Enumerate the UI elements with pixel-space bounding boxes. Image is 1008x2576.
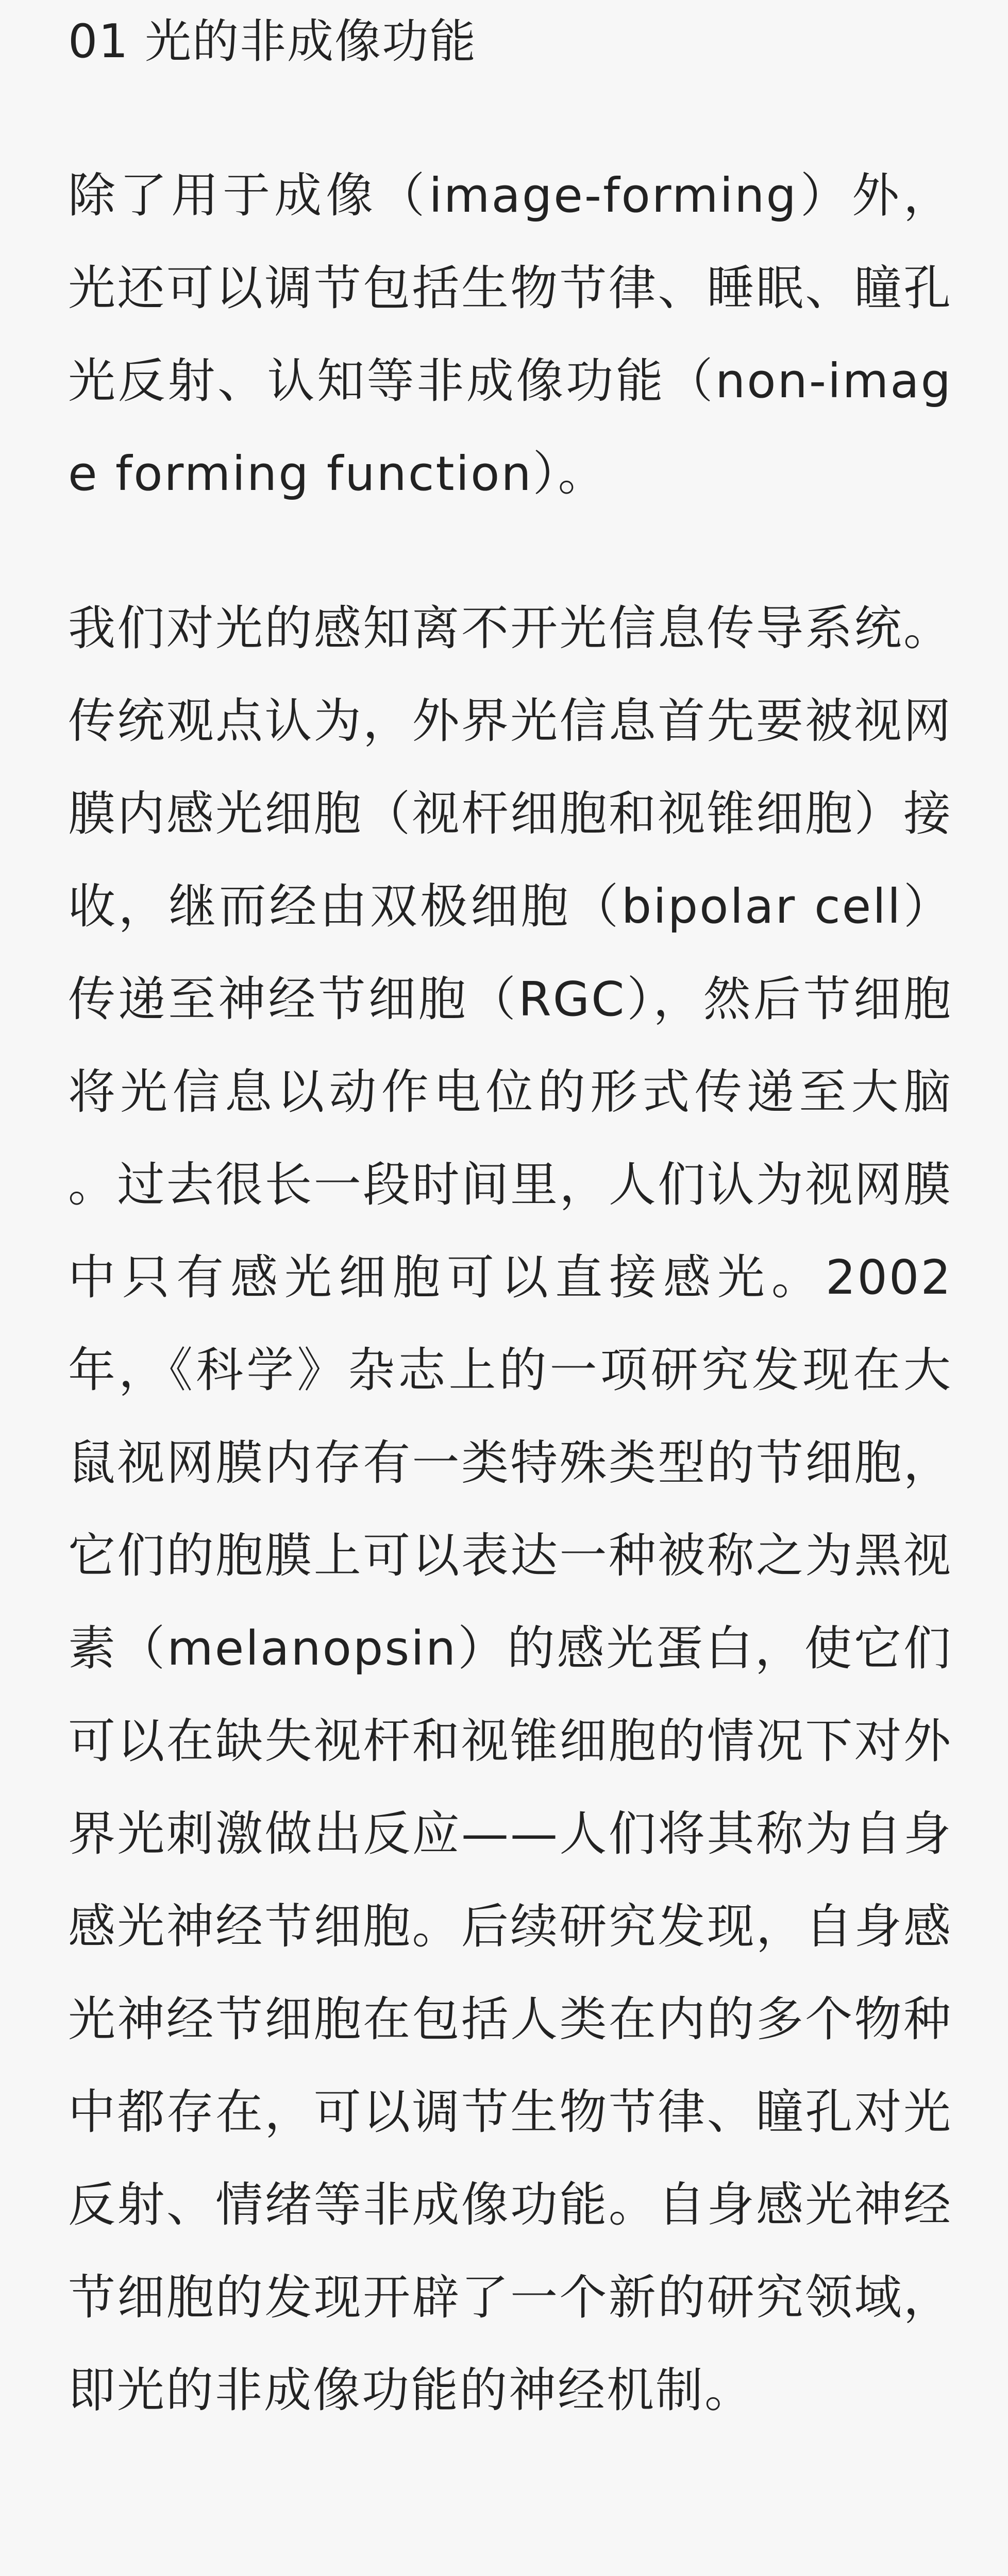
- paragraph-2: 我们对光的感知离不开光信息传导系统。传统观点认为，外界光信息首先要被视网膜内感光细胞（视杆细胞和视锥细胞）接收，继而经由双极细胞（bipolar cell）传递至神经节细胞（RGC），然后节细胞将光信息以动作电位的形式传递至大脑 。过去很长一段时间里，人们认为视网膜中只有感光细胞可以直接感光。2002年，《科学》杂志上的一项研究发现在大鼠视网膜内存有一类特殊类型的节细胞，它们的胞膜上可以表达一种被称之为黑视素（melanopsin）的感光蛋白，使它们可以在缺失视杆和视锥细胞的情况下对外界光刺激做出反应——人们将其称为自身感光神经节细胞。后续研究发现，自身感光神经节细胞在包括人类在内的多个物种中都存在，可以调节生物节律、瞳孔对光反射、情绪等非成像功能。自身感光神经节细胞的发现开辟了一个新的研究领域，即光的非成像功能的神经机制。: [68, 601, 952, 2418]
- paragraph-1: 除了用于成像（image-forming）外，光还可以调节包括生物节律、睡眠、瞳孔光反射、认知等非成像功能（non-image forming function）。: [68, 168, 952, 501]
- section-title: 01 光的非成像功能: [68, 14, 477, 69]
